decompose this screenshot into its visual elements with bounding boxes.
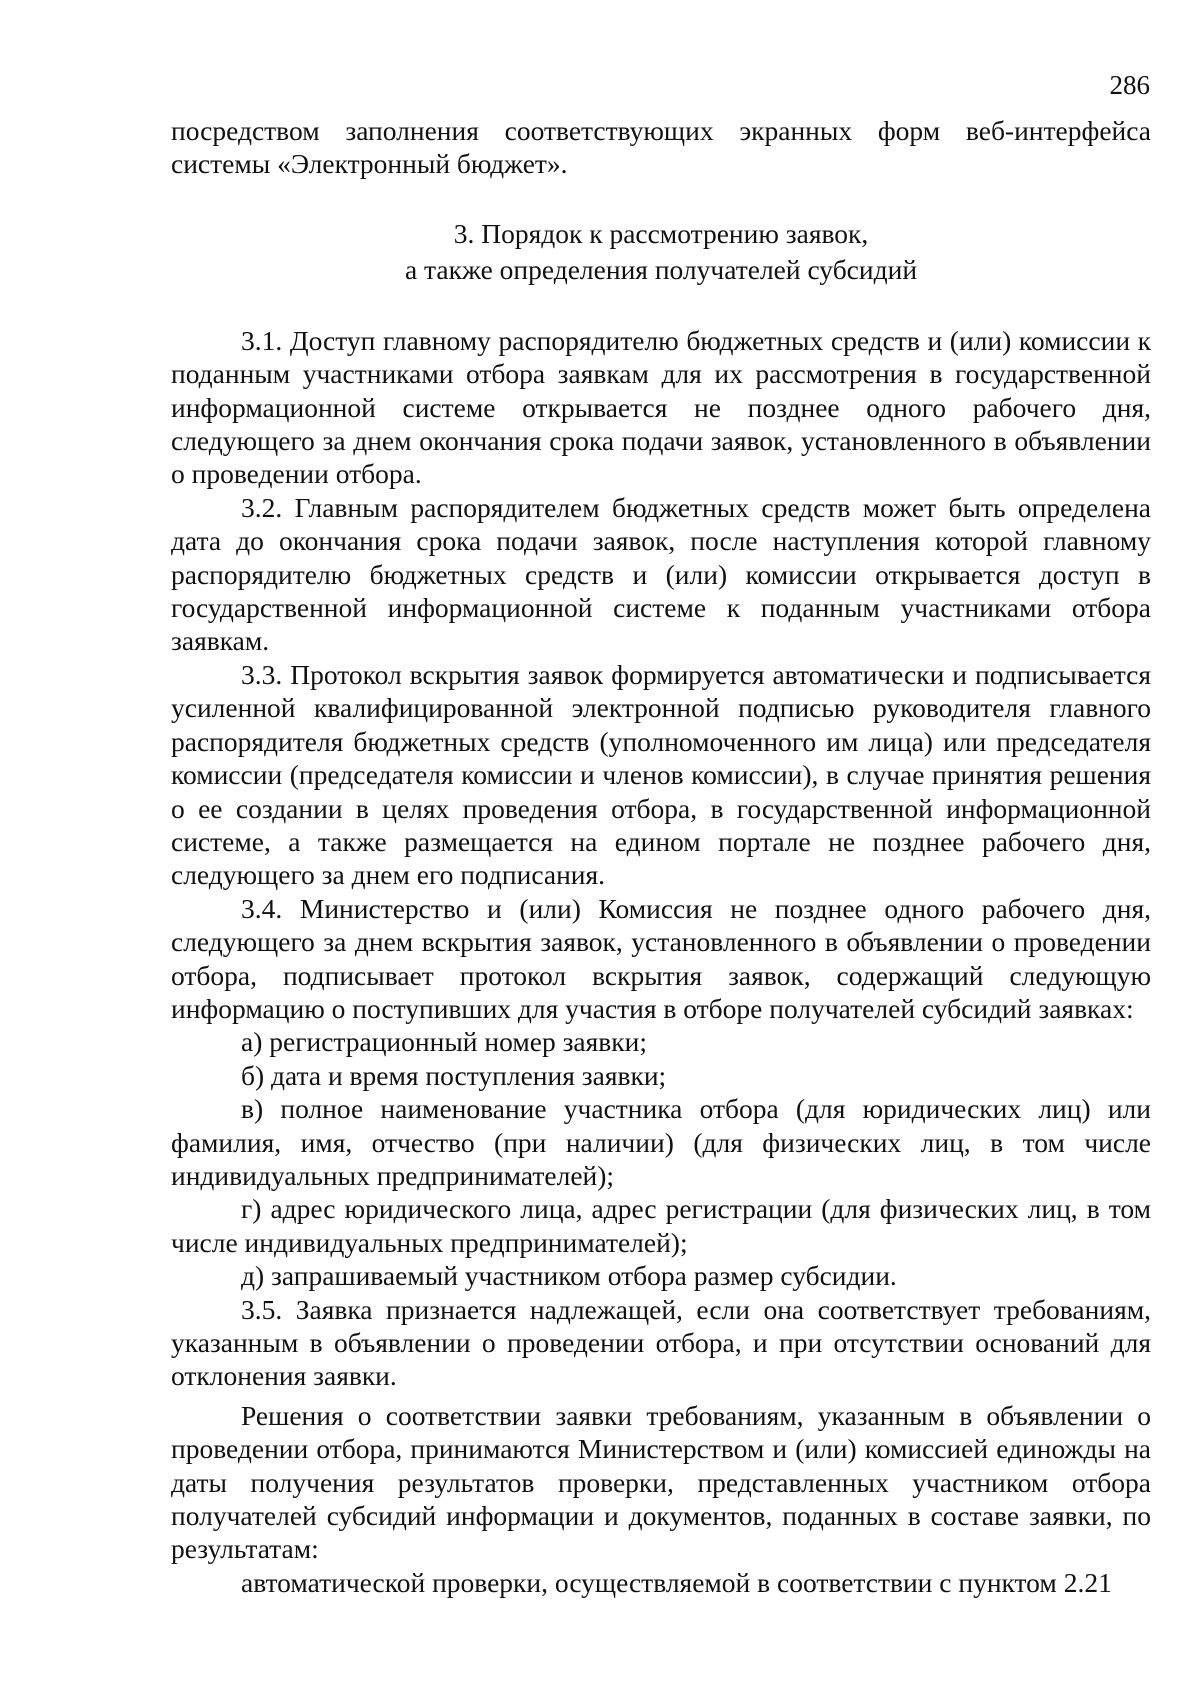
paragraph-3-2: 3.2. Главным распорядителем бюджетных средств может быть определена дата до окончания срока подачи заявок, после наступления которой главному распорядителю бюджетных средств и (или) комиссии открывается доступ в государственной информационной системе к поданным участниками отбора заявкам. bbox=[171, 491, 1151, 657]
section-heading-line-1: 3. Порядок к рассмотрению заявок, bbox=[453, 217, 869, 249]
list-item-g: г) адрес юридического лица, адрес регистрации (для физических лиц, в том числе индивидуальных предпринимателей); bbox=[171, 1193, 1151, 1258]
paragraph-decisions: Решения о соответствии заявки требованиям, указанным в объявлении о проведении отбора, принимаются Министерством и (или) комиссией единожды на даты получения результатов проверки, представленных участником отбора получателей субсидий информации и документов, поданных в составе заявки, по результатам: bbox=[171, 1399, 1151, 1565]
list-item-a: а) регистрационный номер заявки; bbox=[241, 1026, 647, 1058]
document-body bbox=[171, 114, 1151, 1599]
paragraph-3-3: 3.3. Протокол вскрытия заявок формируется автоматически и подписывается усиленной квалифицированной электронной подписью руководителя главного распорядителя бюджетных средств (уполномоченного им лица) или председателя комиссии (председателя комиссии и членов комиссии), в случае принятия решения о ее создании в целях проведения отбора, в государственной информационной системе, а также размещается на едином портале не позднее рабочего дня, следующего за днем его подписания. bbox=[171, 658, 1151, 891]
page-number: 286 bbox=[1109, 70, 1150, 100]
list-item-v: в) полное наименование участника отбора (для юридических лиц) или фамилия, имя, отчество (при наличии) (для физических лиц, в том числе индивидуальных предпринимателей); bbox=[171, 1093, 1151, 1191]
intro-paragraph: посредством заполнения соответствующих экранных форм веб-интерфейса системы «Электронный бюджет». bbox=[171, 115, 1151, 180]
paragraph-3-1: 3.1. Доступ главному распорядителю бюджетных средств и (или) комиссии к поданным участниками отбора заявкам для их рассмотрения в государственной информационной системе открывается не позднее одного рабочего дня, следующего за днем окончания срока подачи заявок, установленного в объявлении о проведении отбора. bbox=[171, 324, 1151, 490]
section-heading-line-2: а также определения получателей субсидий bbox=[404, 253, 918, 285]
paragraph-automatic-check: автоматической проверки, осуществляемой в соответствии с пунктом 2.21 bbox=[241, 1566, 1112, 1598]
list-item-b: б) дата и время поступления заявки; bbox=[241, 1059, 667, 1091]
paragraph-3-4: 3.4. Министерство и (или) Комиссия не позднее одного рабочего дня, следующего за днем вскрытия заявок, установленного в объявлении о проведении отбора, подписывает протокол вскрытия заявок, содержащий следующую информацию о поступивших для участия в отборе получателей субсидий заявках: bbox=[171, 892, 1151, 1024]
paragraph-3-5: 3.5. Заявка признается надлежащей, если она соответствует требованиям, указанным в объявлении о проведении отбора, и при отсутствии оснований для отклонения заявки. bbox=[171, 1293, 1151, 1392]
section-heading bbox=[171, 216, 1151, 288]
list-item-d: д) запрашиваемый участником отбора размер субсидии. bbox=[241, 1260, 897, 1292]
